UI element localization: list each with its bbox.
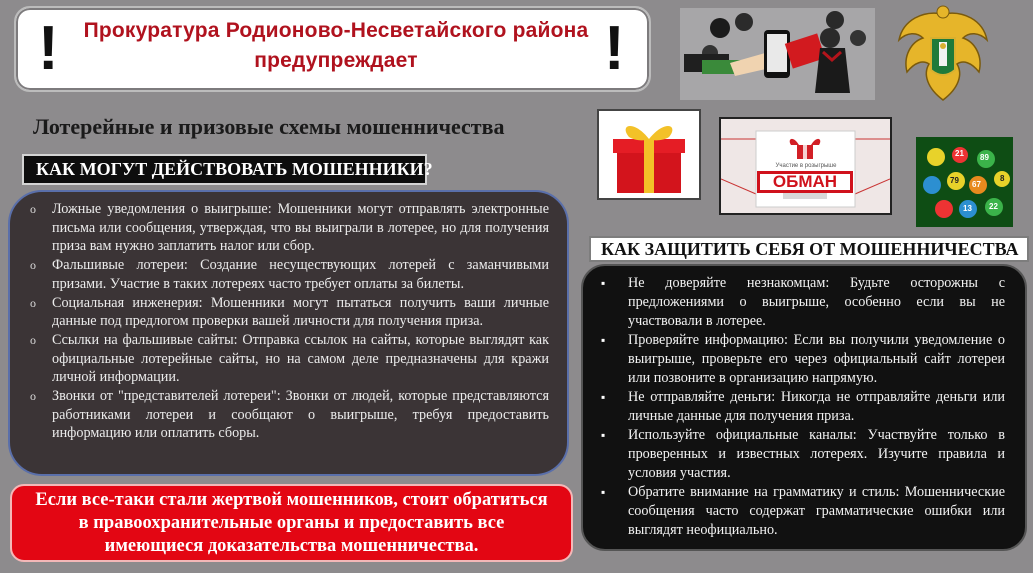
phone-scam-illustration [680, 8, 875, 100]
section-title: Лотерейные и призовые схемы мошенничества [33, 114, 505, 139]
protection-label: КАК ЗАЩИТИТЬ СЕБЯ ОТ МОШЕННИЧЕСТВА [589, 236, 1029, 262]
protection-tips-list [601, 274, 1005, 540]
warning-line: Если все-таки стали жертвой мошенников, стоит обратиться [35, 490, 548, 510]
list-item: o Ссылки на фальшивые сайты: Отправка ссылок на сайты, которые выглядят как официальные лотерейные сайты, но на самом деле предназначены для кражи личной информации. [30, 331, 549, 387]
lotto-ball-number: 21 [955, 149, 964, 158]
lotto-ball-number: 8 [1000, 174, 1005, 183]
fake-lottery-ad-image [719, 117, 892, 215]
scam-methods-list [30, 200, 549, 443]
header-title-line1: Прокуратура Родионово-Несветайского района [83, 19, 589, 42]
lotto-ball-number: 22 [989, 202, 998, 211]
lotto-ball-number: 67 [972, 180, 981, 189]
warning-line: имеющиеся доказательства мошенничества. [104, 536, 479, 556]
list-item: o Ложные уведомления о выигрыше: Мошенники могут отправлять электронные письма или сообщения, утверждая, что вы выиграли в лотерее, но для получения приза вам нужно заплатить налог или сбор. [30, 200, 549, 256]
prosecutor-emblem-icon [893, 2, 993, 106]
list-item: o Фальшивые лотереи: Создание несуществующих лотерей с заманчивыми призами. Участие в таких лотереях часто требует оплаты за билеты. [30, 256, 549, 293]
how-scammers-act-panel [8, 190, 569, 476]
lottery-balls-image [916, 137, 1013, 227]
header-title [66, 16, 606, 76]
header-banner [14, 6, 651, 92]
list-item: ▪ Проверяйте информацию: Если вы получили уведомление о выигрыше, проверьте его через официальный сайт лотереи или позвоните в организацию напрямую. [601, 331, 1005, 388]
gift-image [597, 109, 701, 200]
exclamation-icon: ! [604, 14, 625, 83]
list-item: o Социальная инженерия: Мошенники могут пытаться получить ваши личные данные под предлогом проверки вашей личности для получения приза. [30, 294, 549, 331]
list-item: ▪ Обратите внимание на грамматику и стиль: Мошеннические сообщения часто содержат грамматические ошибки или выглядят неофициально. [601, 483, 1005, 540]
warning-line: в правоохранительные органы и предоставить все [78, 513, 505, 533]
list-item: ▪ Не отправляйте деньги: Никогда не отправляйте деньги или личные данные для получения приза. [601, 388, 1005, 426]
exclamation-icon: ! [38, 14, 59, 83]
ad-small-text: Участие в розыгрыше [775, 163, 837, 169]
scam-stamp: ОБМАН [757, 171, 853, 193]
list-item: ▪ Не доверяйте незнакомцам: Будьте осторожны с предложениями о выигрыше, особенно если вы не участвовали в лотерее. [601, 274, 1005, 331]
protection-panel [581, 264, 1027, 551]
list-item: o Звонки от "представителей лотереи": Звонки от людей, которые представляются работниками лотереи и сообщают о выигрыше, требуя предоставить информацию или оплатить сборы. [30, 387, 549, 443]
lotto-ball-number: 89 [980, 153, 989, 162]
list-item: ▪ Используйте официальные каналы: Участвуйте только в проверенных и известных лотереях. Изучите правила и условия участия. [601, 426, 1005, 483]
how-scammers-act-label: КАК МОГУТ ДЕЙСТВОВАТЬ МОШЕННИКИ? [22, 154, 427, 185]
victim-advice-banner [10, 484, 573, 562]
lotto-ball-number: 79 [950, 176, 959, 185]
lotto-ball-number: 13 [963, 204, 972, 213]
header-title-line2: предупреждает [254, 49, 418, 72]
